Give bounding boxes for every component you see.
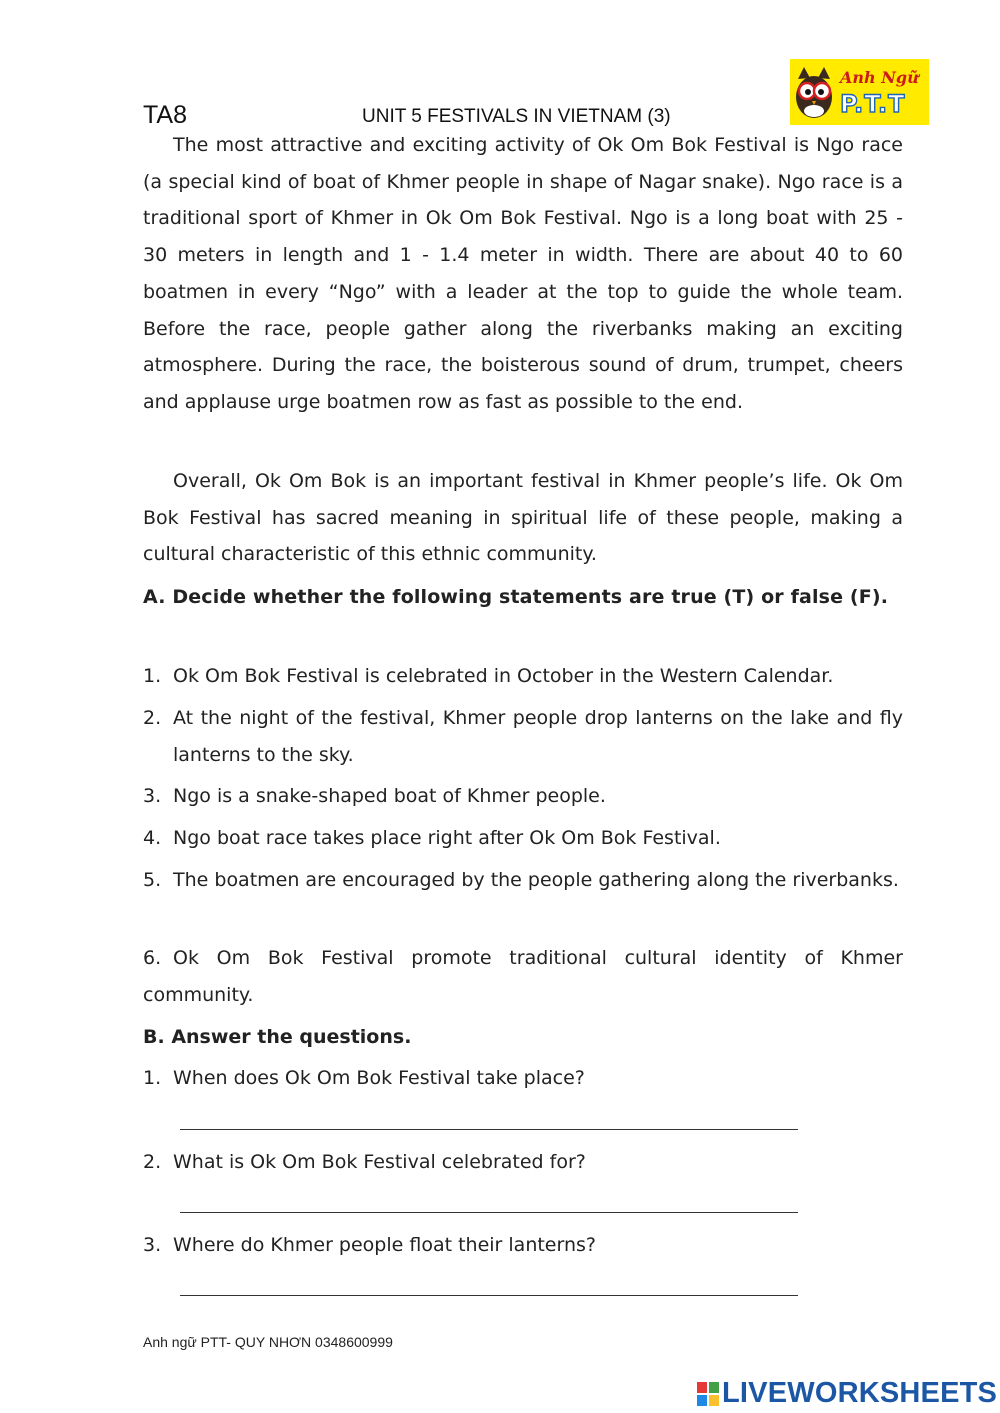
unit-title: UNIT 5 FESTIVALS IN VIETNAM (3) xyxy=(362,106,671,127)
reading-paragraph-2: Overall, Ok Om Bok is an important festival in Khmer people’s life. Ok Om Bok Festival has sacred meaning in spiritual life of these people, making a cultural characteristic of this ethnic community. xyxy=(143,470,903,566)
statement-number: 1. xyxy=(143,665,162,687)
statement-number: 3. xyxy=(143,785,162,807)
statement-text: The boatmen are encouraged by the people gathering along the riverbanks. xyxy=(173,869,899,891)
statement-item xyxy=(143,700,903,773)
question-number: 3. xyxy=(143,1234,162,1256)
statement-number: 6. xyxy=(143,947,162,969)
question-number: 2. xyxy=(143,1151,162,1173)
statement-item xyxy=(143,778,903,815)
statement-text: At the night of the festival, Khmer people drop lanterns on the lake and fly lanterns to the sky. xyxy=(173,707,903,766)
reading-paragraph-1: The most attractive and exciting activity of Ok Om Bok Festival is Ngo race (a special kind of boat of Khmer people in shape of Nagar snake). Ngo race is a traditional sport of Khmer in Ok Om Bok Festival. Ngo is a long boat with 25 - 30 meters in length and 1 - 1.4 meter in width. There are about 40 to 60 boatmen in every “Ngo” with a leader at the top to guide the whole team. Before the race, people gather along the riverbanks making an exciting atmosphere. During the race, the boisterous sound of drum, trumpet, cheers and applause urge boatmen row as fast as possible to the end. xyxy=(143,134,903,413)
liveworksheets-icon xyxy=(697,1382,719,1406)
statement-number: 5. xyxy=(143,869,162,891)
question-item xyxy=(143,1144,903,1181)
logo-brand-text: Anh Ngữ xyxy=(840,68,919,87)
owl-icon xyxy=(790,59,840,125)
statement-text: Ok Om Bok Festival promote traditional cultural identity of Khmer community. xyxy=(143,947,903,1006)
worksheet-code: TA8 xyxy=(143,101,187,129)
answer-line[interactable] xyxy=(180,1212,798,1213)
statement-item xyxy=(143,862,903,899)
statement-item xyxy=(143,940,903,1013)
section-b-heading: B. Answer the questions. xyxy=(143,1026,412,1048)
statement-text: Ok Om Bok Festival is celebrated in October in the Western Calendar. xyxy=(173,665,834,687)
question-item xyxy=(143,1060,903,1097)
statement-text: Ngo boat race takes place right after Ok Om Bok Festival. xyxy=(173,827,721,849)
answer-line[interactable] xyxy=(180,1295,798,1296)
statement-item xyxy=(143,820,903,857)
question-text: When does Ok Om Bok Festival take place? xyxy=(173,1067,585,1089)
statement-number: 4. xyxy=(143,827,162,849)
statement-text: Ngo is a snake-shaped boat of Khmer people. xyxy=(173,785,606,807)
logo-name-text: P.T.T xyxy=(840,90,906,118)
section-a-heading: A. Decide whether the following statements are true (T) or false (F). xyxy=(143,586,889,608)
answer-line[interactable] xyxy=(180,1129,798,1130)
liveworksheets-watermark xyxy=(697,1377,997,1410)
question-text: What is Ok Om Bok Festival celebrated for? xyxy=(173,1151,586,1173)
question-number: 1. xyxy=(143,1067,162,1089)
school-logo xyxy=(790,59,929,125)
statement-item xyxy=(143,658,903,695)
footer-contact: Anh ngữ PTT- QUY NHƠN 0348600999 xyxy=(143,1334,393,1350)
watermark-text: LIVEWORKSHEETS xyxy=(722,1377,998,1409)
question-text: Where do Khmer people float their lanterns? xyxy=(173,1234,597,1256)
question-item xyxy=(143,1227,903,1264)
statement-number: 2. xyxy=(143,707,162,729)
